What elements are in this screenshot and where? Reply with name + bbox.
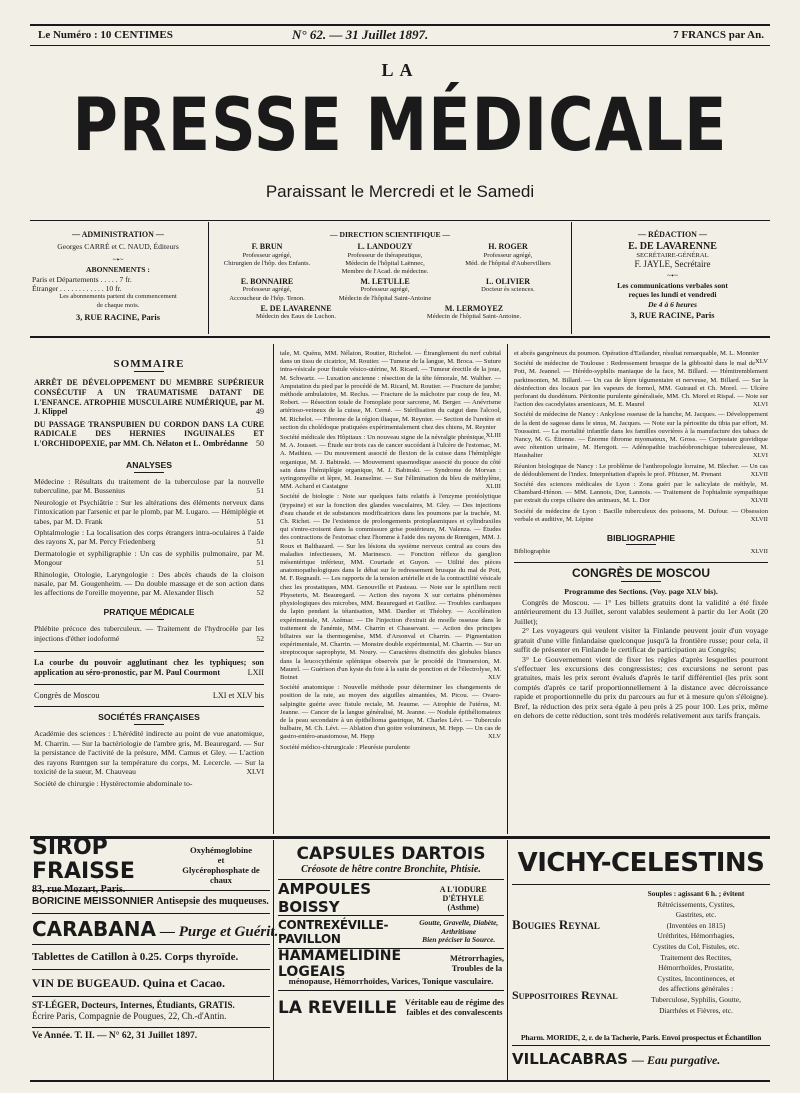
subscription-abroad: Étranger . . . . . . . . . . . . 10 fr. [32,284,122,294]
ads-left [32,834,279,1041]
congres-paragraph-3: 3° Le Gouvernement vient de fixer les règles d'après lesquelles pourront s'effectuer les excursions des congressistes; ces excursions ne seront pas gratuites, mais les prix seront évalués d'après le tarif différentiel (les prix sont comptés d'après ce tarif proportionnellement à la distance avec décroissance rapide et proportionnelle du prix du parcours au fur et à mesure qu'on s'éloigne). Bref, la réduction des prix sera égale à peu près à 25 pour 100. Les prix, même en dehors de cette réduction, sont très modérés relativement aux tarifs français. [514,654,768,720]
column-sommaire [34,360,264,788]
redaction-secretary: F. JAYLE, Secrétaire [634,259,711,270]
ad-villacabras-tag: — Eau purgative. [631,1053,721,1067]
ad-vichy-celestins: VICHY-CELESTINS [517,848,765,878]
page-ref: XLVII [750,470,768,478]
ad-catillon: Tablettes de Catillon à 0.25. Corps thyroïde. [32,951,239,963]
subscription-price: 7 FRANCS par An. [673,29,764,41]
ad-reynal-line: (Inventées en 1815) [666,920,726,930]
page-ref: 51 [256,516,264,526]
ad-reynal-line: Gastrites, etc. [675,910,717,920]
ad-hamamelidine: HAMAMELIDINE LOGEAIS [278,948,402,980]
page-ref: XLIII [485,483,501,491]
column-congres [514,350,768,720]
bibliographie-item: Bibliographie [514,548,551,556]
societe-toulouse: Société de médecine de Toulouse : Redressement brusque de la gibbosité dans le mal de Pott, M. Jeannel. — Hérédo-syphilis maniaque de la face, M. Billard. — Hémitremblement parkinsonien, M. Billard. — Un cas de lèpre tégumentaire et nerveuse, M. Billard. — Sur la désinfection des locaux par les vapeurs de formol, MM. Guiraud et Ch. Morel. — Ulcère perforant du duodénum. Péritonite purulente généralisée, MM. Ch. Morel et Rispal. — Note sur l'action des cacodylates arsenicaux, M. E. Maurel [514,360,768,409]
page-ref: LXII [247,667,264,677]
page-ref: XLVII [750,548,768,556]
societe-hopitaux: Société médicale des Hôpitaux : Un nouveau signe de la névralgie phrénique, M. A. Jousset. — Étude sur trois cas de cancer succédant à l'ulcère de l'estomac, M. A. Mathieu. — Du mouvement associé de flexion de la cuisse dans l'hémiplégie organique, M. J. Babinski. — Mouvement spasmodique associé du pouce du côté sain dans l'hémiplégie organique, M. J. Babinski. — Syndrome de Morvan : syringomyélie et lèpre, M. Jeanselme. — Sur l'élimination du bleu de méthylène, MM. Achard et Castaigne [280,434,501,491]
subscription-note-2: de chaque mois. [96,301,140,309]
bibliographie-heading: BIBLIOGRAPHIE [606,533,676,544]
ad-reynal-line: Diarrhées et Fièvres, etc. [659,1005,733,1015]
page-ref: XLVII [750,515,768,523]
congres-title: CONGRÈS DE MOSCOU [571,566,710,581]
analyses-rhinologie: Rhinologie, Otologie, Laryngologie : Des abcès chauds de la cloison nasale, par M. Gougenheim. — Du double massage et de son action dans les affections de l'oreille moyenne, par M. Alexander Ilisch [34,569,264,598]
ad-boricine: BORICINE MEISSONNIER [32,896,154,907]
sommaire-heading: SOMMAIRE [113,358,185,370]
courbe-article: La courbe du pouvoir agglutinant chez les typhiques; son application au séro-pronostic, par M. Paul Courmont [34,658,264,677]
ad-suppositoires-reynal: Suppositoires Reynal [512,988,618,1003]
societe-medecine-lyon: Société de médecine de Lyon : Bacille tuberculeux des poissons, M. Dufour. — Obsession verbale et auditive, M. Lépine [514,507,768,523]
pratique-item: Phlébite précoce des tuberculeux. — Traitement de l'hydrocèle par les injections d'éther iodoformé [34,624,264,643]
ad-reveille-right: Véritable eau de régime des faibles et des convalescents [404,998,504,1017]
redaction-address: 3, RUE RACINE, Paris [630,311,715,321]
direction-box [212,230,568,321]
director-roger: H. ROGER Professeur agrégé, Méd. de l'hôpital d'Aubervilliers [465,242,551,267]
page-ref: XLV [488,733,501,741]
page-ref: 52 [256,588,264,598]
redaction-heading: — RÉDACTION — [638,230,707,239]
redaction-hours-1: Les communications verbales sont [617,280,728,290]
ad-hamam-right: Métrorrhagies, Troubles de la [449,954,504,973]
issue-price: Le Numéro : 10 CENTIMES [38,29,173,41]
ad-carabana: CARABANA [32,917,156,941]
director-lermoyez: M. LERMOYEZ Médecin de l'hôpital Saint-Antoine. [426,303,522,321]
ad-bugeaud: VIN DE BUGEAUD. Quina et Cacao. [32,976,226,990]
ad-st-leger: ST-LÉGER, Docteurs, Internes, Étudiants, GRATIS. Écrire Paris, Compagnie de Pougues, 22, Ch.-d'Antin. [32,1000,235,1021]
analyses-dermatologie: Dermatologie et syphiligraphie : Un cas de syphilis pulmonaire, par M. Mongour [34,548,264,568]
page-ref: XLVI [752,452,768,460]
ad-carabana-tag: — Purge et Guérit. [159,924,279,940]
redaction-box [575,230,770,320]
administration-box [32,230,204,322]
page-ref: XLVI [752,401,768,409]
page-ref: XLV [488,673,501,681]
congres-programme: Programme des Sections. (Voy. page XLV bis). [564,586,718,596]
issue-number: N° 62. — 31 Juillet 1897. [292,27,429,42]
ad-capsules-dartois: CAPSULES DARTOIS [296,844,486,864]
direction-heading: — DIRECTION SCIENTIFIQUE — [329,230,451,239]
congres-link: Congrès de Moscou [34,690,100,700]
ad-villacabras: VILLACABRAS [512,1050,628,1068]
director-bonnaire: E. BONNAIRE Professeur agrégé, Accoucheur de l'hôp. Tenon. [229,277,305,302]
societe-medico-chirurgicale: Société médico-chirurgicale : Pleurésie purulente [280,743,410,751]
ad-sirop-address: 83, rue Mozart, Paris. [32,883,126,895]
ad-reynal-line: Cystites, Incontinences, et [657,973,735,983]
analyses-medecine: Médecine : Résultats du traitement de la tuberculose par la nouvelle tuberculine, par M. Bussenius [34,476,264,496]
ad-hamam-tag: ménopause, Hémorrhoïdes, Varices, Tonique vasculaire. [288,976,494,986]
masthead-article: LA [381,60,419,80]
ad-sirop-fraisse: SIROP FRAISSE [32,834,135,884]
subscription-paris: Paris et Départements . . . . . 7 fr. [32,274,132,284]
director-brun: F. BRUN Professeur agrégé, Chirurgien de l'hôp. des Enfants. [223,242,311,267]
societes-heading: SOCIÉTÉS FRANÇAISES [98,712,200,723]
redaction-chief-title: SECRÉTAIRE-GÉNÉRAL [636,251,709,259]
reunion-nancy: Réunion biologique de Nancy : Le problème de l'anthropologie lorraine, M. Blecher. — Un cas de dédoublement de l'index. Interprétation d'après le prof. Pfitzner, M. Prenant [514,462,768,478]
ornament: ~•~ [112,254,124,264]
societe-anatomique: Société anatomique : Nouvelle méthode pour déterminer les changements de position de la rate, au moyen des aiguilles aimantées, M. Picou. — Ovaro-salpingite guérie avec fistule rectale, M. Jeaume. — Atrophie de l'utérus, M. Jeanne. — Cancer de la langue généralisé, M. Jeanne. — Nodule épithéliomateux de la peau secondaire à un épithélioma gastrique, M. Charles Lévi. — Tuberculo bulbaire, M. Ch. Lévi. — Ablation d'un goitre volumineux, M. Hepp. — Un cas de gastro-entéro-anastomose, M. Hepp [280,684,501,741]
director-lavarenne: E. DE LAVARENNE Médecin des Eaux de Luchon. [255,303,336,321]
societe-lyon: Société des sciences médicales de Lyon : Zona guéri par le salicylate de méthyle, M. Chambard-Hénon. — MM. Lannois, Dor, Lannois. — Traitement de l'ophtalmie sympathique par extrait du corps ciliaire des animaux, M. L. Dor [514,481,768,505]
ad-ampoules-right: A L'IODURE D'ÉTHYLE (Asthme) [439,884,487,912]
ad-la-reveille: LA REVEILLE [278,998,397,1018]
analyses-ophtalmologie: Ophtalmologie : La localisation des corps étrangers intra-oculaires à l'aide des rayons X, par M. Percy Friedenberg [34,528,264,547]
congres-paragraph-1: Congrès de Moscou. — 1° Les billets gratuits dont la validité a été fixée antérieurement du 13 Juillet, seront valables seulement à partir du 1er Août (20 Juillet); [514,598,768,626]
congres-paragraph-2: 2° Les voyageurs qui veulent visiter la Finlande peuvent jouir d'un voyage gratuit d'une ville finlandaise quelconque jusqu'à la frontière russe; pour cela, il suffit de présenter en Finlande le certificat de participation au Congrès; [514,626,768,655]
page-ref: XLIII [485,432,501,440]
director-landouzy: L. LANDOUZY Professeur de thérapeutique, Médecin de l'hôpital Laënnec, Membre de l'Acad. de médecine. [341,242,429,276]
ad-reynal-line: Traitement des Rectites, [660,952,732,962]
redaction-hours-2: reçues les lundi et vendredi [628,290,717,300]
summary-article-2: DU PASSAGE TRANSPUBIEN DU CORDON DANS LA CURE RADICALE DES HERNIES INGUINALES ET L'ORCHIDOPEXIE, par MM. Ch. Nélaton et L. Ombrédanne [34,419,264,448]
ad-sirop-right: Oxyhémoglobine et Glycérophosphate de chaux [182,845,260,885]
medchir-continued: et abcès gangréneux du poumon. Opération d'Estlander, résultat remarquable, M. L. Monnier [514,350,760,357]
administration-editors: Georges CARRÉ et C. NAUD, Éditeurs [57,242,179,252]
ad-contrex-right: Goutte, Gravelle, Diabète, Arthritisme Bien préciser la Source. [419,918,499,945]
column-societes [280,350,501,752]
chirurgie-continued: tale, M. Quénu, MM. Nélaton, Routier, Richelot. — Étranglement du nerf cubital dans un tissu de cicatrice, M. Routier. — Tumeur de la langue, M. Broca. — Suture intra-vésicale pour fistule vésico-utérine, M. Ricard. — Tumeur érectile de la joue, M. Schwartz. — Luxation ancienne : résection de la tête fémorale, M. Walther. — Amputation du pied par le procédé de M. Ricard, M. Routier. — Fracture de jambe; méthode ambulatoire, M. Reclus. — Fracture de la mâchoire par coup de feu, M. Robert. — Résection totale de l'omoplate pour sarcome, M. Berger. — Anévrisme artérioso-veineux de la cuisse, M. Cerné. — Stérilisation du catgut dans l'alcool, M. Richelot. — Fibrome de la région iliaque, M. Reynier. — Section de l'uretère et section du cholédoque pratiquées expérimentalement chez des chiens, M. Reynier [280,350,501,431]
masthead-subtitle: Paraissant le Mercredi et le Samedi [265,182,535,201]
administration-address: 3, RUE RACINE, Paris [76,312,160,322]
ad-bougies-reynal: Bougies Reynal [512,916,600,932]
page-ref: LXI et XLV bis [212,690,264,700]
ad-reynal-description [622,889,770,1031]
ad-reynal-line: Tuberculose, Syphilis, Goutte, [651,994,741,1004]
ad-reynal-line: Souples : agissant 6 h. ; évitent [647,889,745,898]
subscriptions-heading: ABONNEMENTS : [86,265,150,275]
ads-right [512,846,770,1069]
ornament: ~•~ [667,271,678,281]
analyses-neurologie: Neurologie et Psychiâtrie : Sur les altérations des éléments nerveux dans l'intoxication par l'arsenic et par le plomb, par M. Lugaro. — Hémiplégie et tabes, par M. D. Frank [34,497,264,526]
ad-reynal-line: Cystites du Col, Fistules, etc. [652,941,740,951]
ad-moride: Pharm. MORIDE, 2, r. de la Tacherie, Paris. Envoi prospectus et Échantillon [520,1033,762,1042]
page-ref: 51 [256,486,264,496]
societe-nancy: Société de médecine de Nancy : Ankylose osseuse de la hanche, M. Jacques. — Développement de la dent de sagesse dans le sinus, M. Jacques. — Note sur la périostite du tibia par effort, M. Toussaint. — La mortalité infantile dans les familles ouvrières à la manufacture des tabacs de Nancy, M. G. Étienne. — Énorme fibrome myomateux, M. Gross. — Corpostate gravidique avec rétention urinaire, M. Herrgott. — Adénopathie trachéobronchique tuberculeuse, M. Haushalter [514,411,768,460]
societe-chirurgie: Société de chirurgie : Hystérectomie abdominale to- [34,778,193,788]
ad-reynal-line: Uréthrites, Hémorrhagies, [657,931,735,941]
page-ref: 51 [256,537,264,547]
page-ref: XLVII [750,497,768,505]
page-ref: XLVI [246,767,264,777]
page-ref: 51 [256,558,264,568]
administration-heading: — ADMINISTRATION — [72,230,164,239]
ad-ampoules-boissy: AMPOULES BOISSY [278,880,372,916]
pratique-heading: PRATIQUE MÉDICALE [103,606,195,617]
ad-contrexeville: CONTREXÉVILLE-PAVILLON [278,918,389,946]
page-ref: XLV [755,358,768,366]
ads-middle [278,844,504,1021]
page-ref: 50 [256,438,264,448]
page-ref: 52 [256,633,264,643]
footer-issue: Ve Année. T. II. — N° 62, 31 Juillet 1897. [32,1031,198,1041]
analyses-heading: ANALYSES [125,459,172,470]
redaction-chief: E. DE LAVARENNE [628,241,717,253]
societe-biologie: Société de biologie : Note sur quelques faits relatifs à l'enzyme protéolytique (trypsine) et sur la fonction des glandes vasculaires, M. Gley. — Des injections d'eau chaude et de substances modificatrices dans les poumons par la trachée, M. Ch. Richet. — De l'existence de prolongements protoplasmiques et cylindraxiles qui s'entre-croisent dans la commissure grise postérieure, M. Valenza. — Études des contractions de l'estomac chez l'homme à l'aide des rayons de Rœntgen, MM. J. Roux et Balthazard. — Sur les lésions du système nerveux central au cours des maladies infectieuses, M. Marinesco. — Fonction réflexe du ganglion mésentérique inférieur, MM. Courtade et Guyon. — Utilité des pièces anatomopathologiques dans le débat sur le redressement brusque du mal de Pott, M. F. Regnault. — Les rapports de la tension artérielle et de la contractilité vésicale chez les prostatiques, MM. Genouville et Pasteau. — Note sur le spirillum recti Physeteris, M. Beauregard. — Action des rayons X sur certains phénomènes physiologiques des microbes, MM. Beauregard et Guilloz. — Troubles cardiaques du lapin pendant la tétanisation, MM. Dardier et Théobry. — Accélération expérimentale, M. Azémar. — De l'injection d'extrait de moelle osseuse dans le traitement de l'anémie, MM. Charrin et Chassevant. — Action des principes biliaires sur la thermogenèse, MM. d'Arsonval et Charrin. — Pigmentation expérimentale, M. Charrin. — Monstre double expérimental, M. Charrin. — Sur un streptocoque saprophyte, M. Noury. — Caractères distinctifs des globules blancs dans la leucocythémie splénique observés par le procédé de l'immersion, M. Maurel. — Guérison d'un kyste du foie à la suite de ponction et de l'électrolyse, M. Boinet [280,493,501,681]
subscription-note-1: Les abonnements partent du commencement [59,293,177,301]
ad-reynal-line: Hémorrhoïdes, Prostatite, [658,963,734,973]
masthead-title: PRESSE MÉDICALE [72,81,728,168]
director-olivier: L. OLIVIER Docteur ès sciences. [481,277,535,294]
page-ref: 49 [256,407,264,417]
ad-capsules-tag: Créosote de hêtre contre Bronchite, Phtisie. [301,864,481,875]
director-letulle: M. LETULLE Professeur agrégé, Médecin de l'hôpital Saint-Antoine [338,277,432,302]
ad-reynal-line: Rétrécissements, Cystites, [657,899,735,909]
redaction-hours-3: De 4 à 6 heures [648,299,697,309]
ad-boricine-tag: Antisepsie des muqueuses. [156,896,269,907]
academie-sciences: Académie des sciences : L'hérédité indirecte au point de vue anatomique, M. Charrin. — Sur la bactériologie de l'ambre gris, M. Beauregard. — Sur la persistance de l'activité de la présure, MM. Camus et Gley. — L'action des rayons Rœntgen sur la température du corps, M. Lecercle. — Sur la toxicité de la sueur, M. Chauveau [34,729,264,777]
summary-article-1: ARRÊT DE DÉVELOPPEMENT DU MEMBRE SUPÉRIEUR CONSÉCUTIF A UN TRAUMATISME DATANT DE L'ENFANCE. ATROPHIE MUSCULAIRE NUMÉRIQUE, par M. J. Klippel [34,378,264,417]
ad-reynal-line: des affections générales : [658,984,734,994]
